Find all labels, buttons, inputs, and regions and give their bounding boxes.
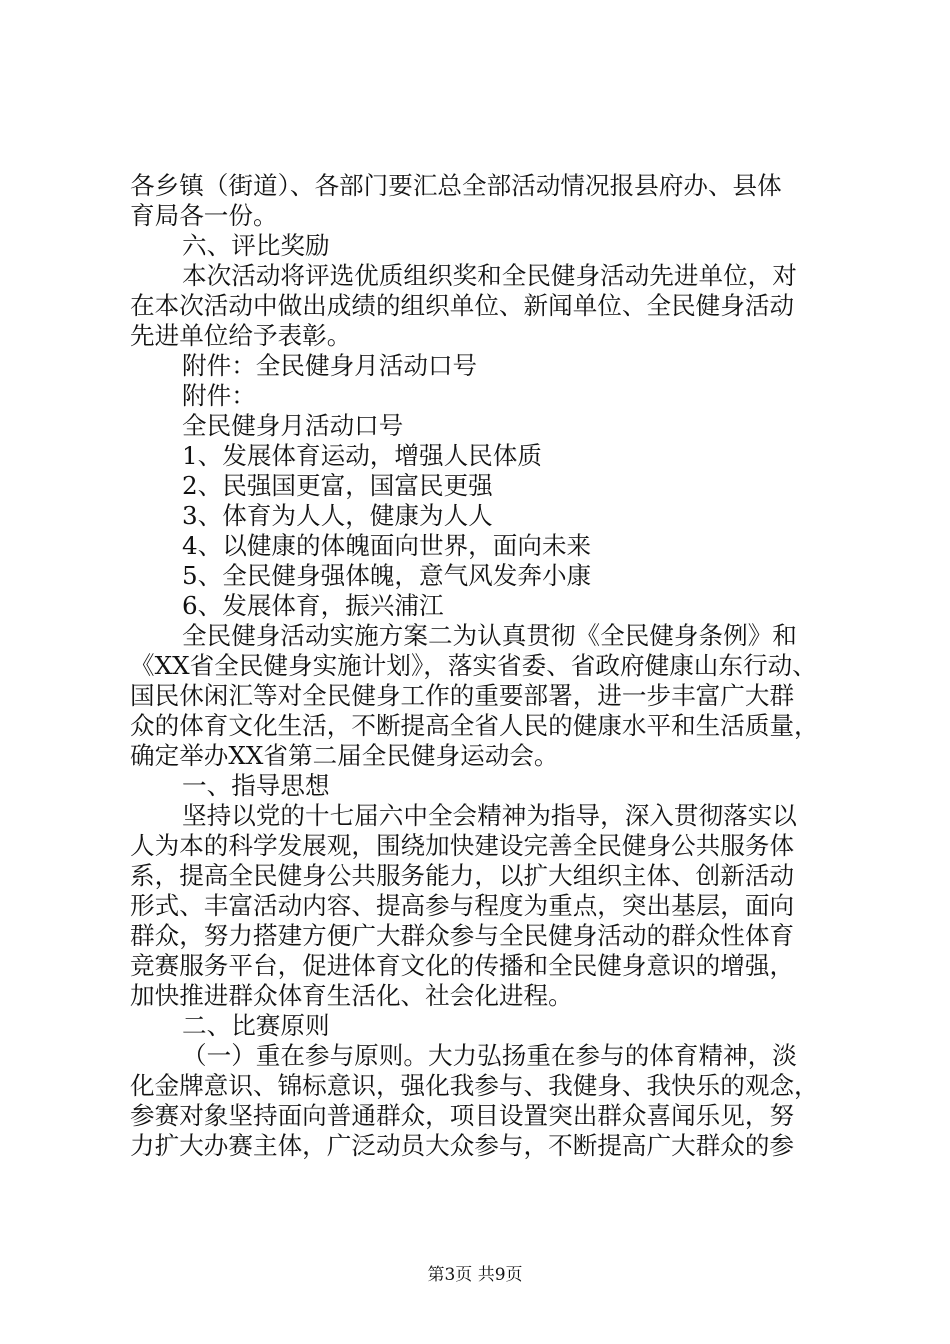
text-line: 国民休闲汇等对全民健身工作的重要部署，进一步丰富广大群: [130, 681, 795, 710]
text-line: 系，提高全民健身公共服务能力，以扩大组织主体、创新活动: [130, 861, 795, 890]
text-line: 参赛对象坚持面向普通群众，项目设置突出群众喜闻乐见，努: [130, 1101, 795, 1130]
text-line: 全民健身月活动口号: [182, 411, 404, 440]
text-line: （一）重在参与原则。大力弘扬重在参与的体育精神，淡: [182, 1041, 797, 1070]
text-line: 《XX省全民健身实施计划》，落实省委、省政府健康山东行动、: [130, 651, 817, 680]
text-line: 附件：: [182, 381, 256, 410]
text-line: 在本次活动中做出成绩的组织单位、新闻单位、全民健身活动: [130, 291, 795, 320]
text-line: 一、指导思想: [182, 771, 330, 800]
text-line: 众的体育文化生活，不断提高全省人民的健康水平和生活质量，: [130, 711, 819, 740]
text-line: 2、民强国更富，国富民更强: [182, 471, 493, 500]
text-line: 群众，努力搭建方便广大群众参与全民健身活动的群众性体育: [130, 921, 795, 950]
text-line: 化金牌意识、锦标意识，强化我参与、我健身、我快乐的观念，: [130, 1071, 819, 1100]
text-line: 竞赛服务平台，促进体育文化的传播和全民健身意识的增强，: [130, 951, 795, 980]
text-line: 育局各一份。: [130, 201, 278, 230]
text-line: 3、体育为人人，健康为人人: [182, 501, 493, 530]
text-line: 先进单位给予表彰。: [130, 321, 352, 350]
text-line: 确定举办XX省第二届全民健身运动会。: [130, 741, 559, 770]
text-line: 4、以健康的体魄面向世界，面向未来: [182, 531, 592, 560]
text-line: 5、全民健身强体魄，意气风发奔小康: [182, 561, 592, 590]
document-body: [130, 171, 830, 1161]
text-line: 坚持以党的十七届六中全会精神为指导，深入贯彻落实以: [182, 801, 797, 830]
text-line: 二、比赛原则: [182, 1011, 330, 1040]
text-line: 形式、丰富活动内容、提高参与程度为重点，突出基层，面向: [130, 891, 795, 920]
text-line: 附件：全民健身月活动口号: [182, 351, 478, 380]
text-line: 六、评比奖励: [182, 231, 330, 260]
text-line: 加快推进群众体育生活化、社会化进程。: [130, 981, 573, 1010]
text-line: 人为本的科学发展观，围绕加快建设完善全民健身公共服务体: [130, 831, 795, 860]
text-line: 6、发展体育，振兴浦江: [182, 591, 444, 620]
text-line: 本次活动将评选优质组织奖和全民健身活动先进单位，对: [182, 261, 797, 290]
text-line: 1、发展体育运动，增强人民体质: [182, 441, 542, 470]
text-line: 各乡镇（街道）、各部门要汇总全部活动情况报县府办、县体: [130, 171, 782, 200]
text-line: 全民健身活动实施方案二为认真贯彻《全民健身条例》和: [182, 621, 797, 650]
text-line: 力扩大办赛主体，广泛动员大众参与，不断提高广大群众的参: [130, 1131, 795, 1160]
page-footer: 第3页 共9页: [427, 1265, 523, 1285]
